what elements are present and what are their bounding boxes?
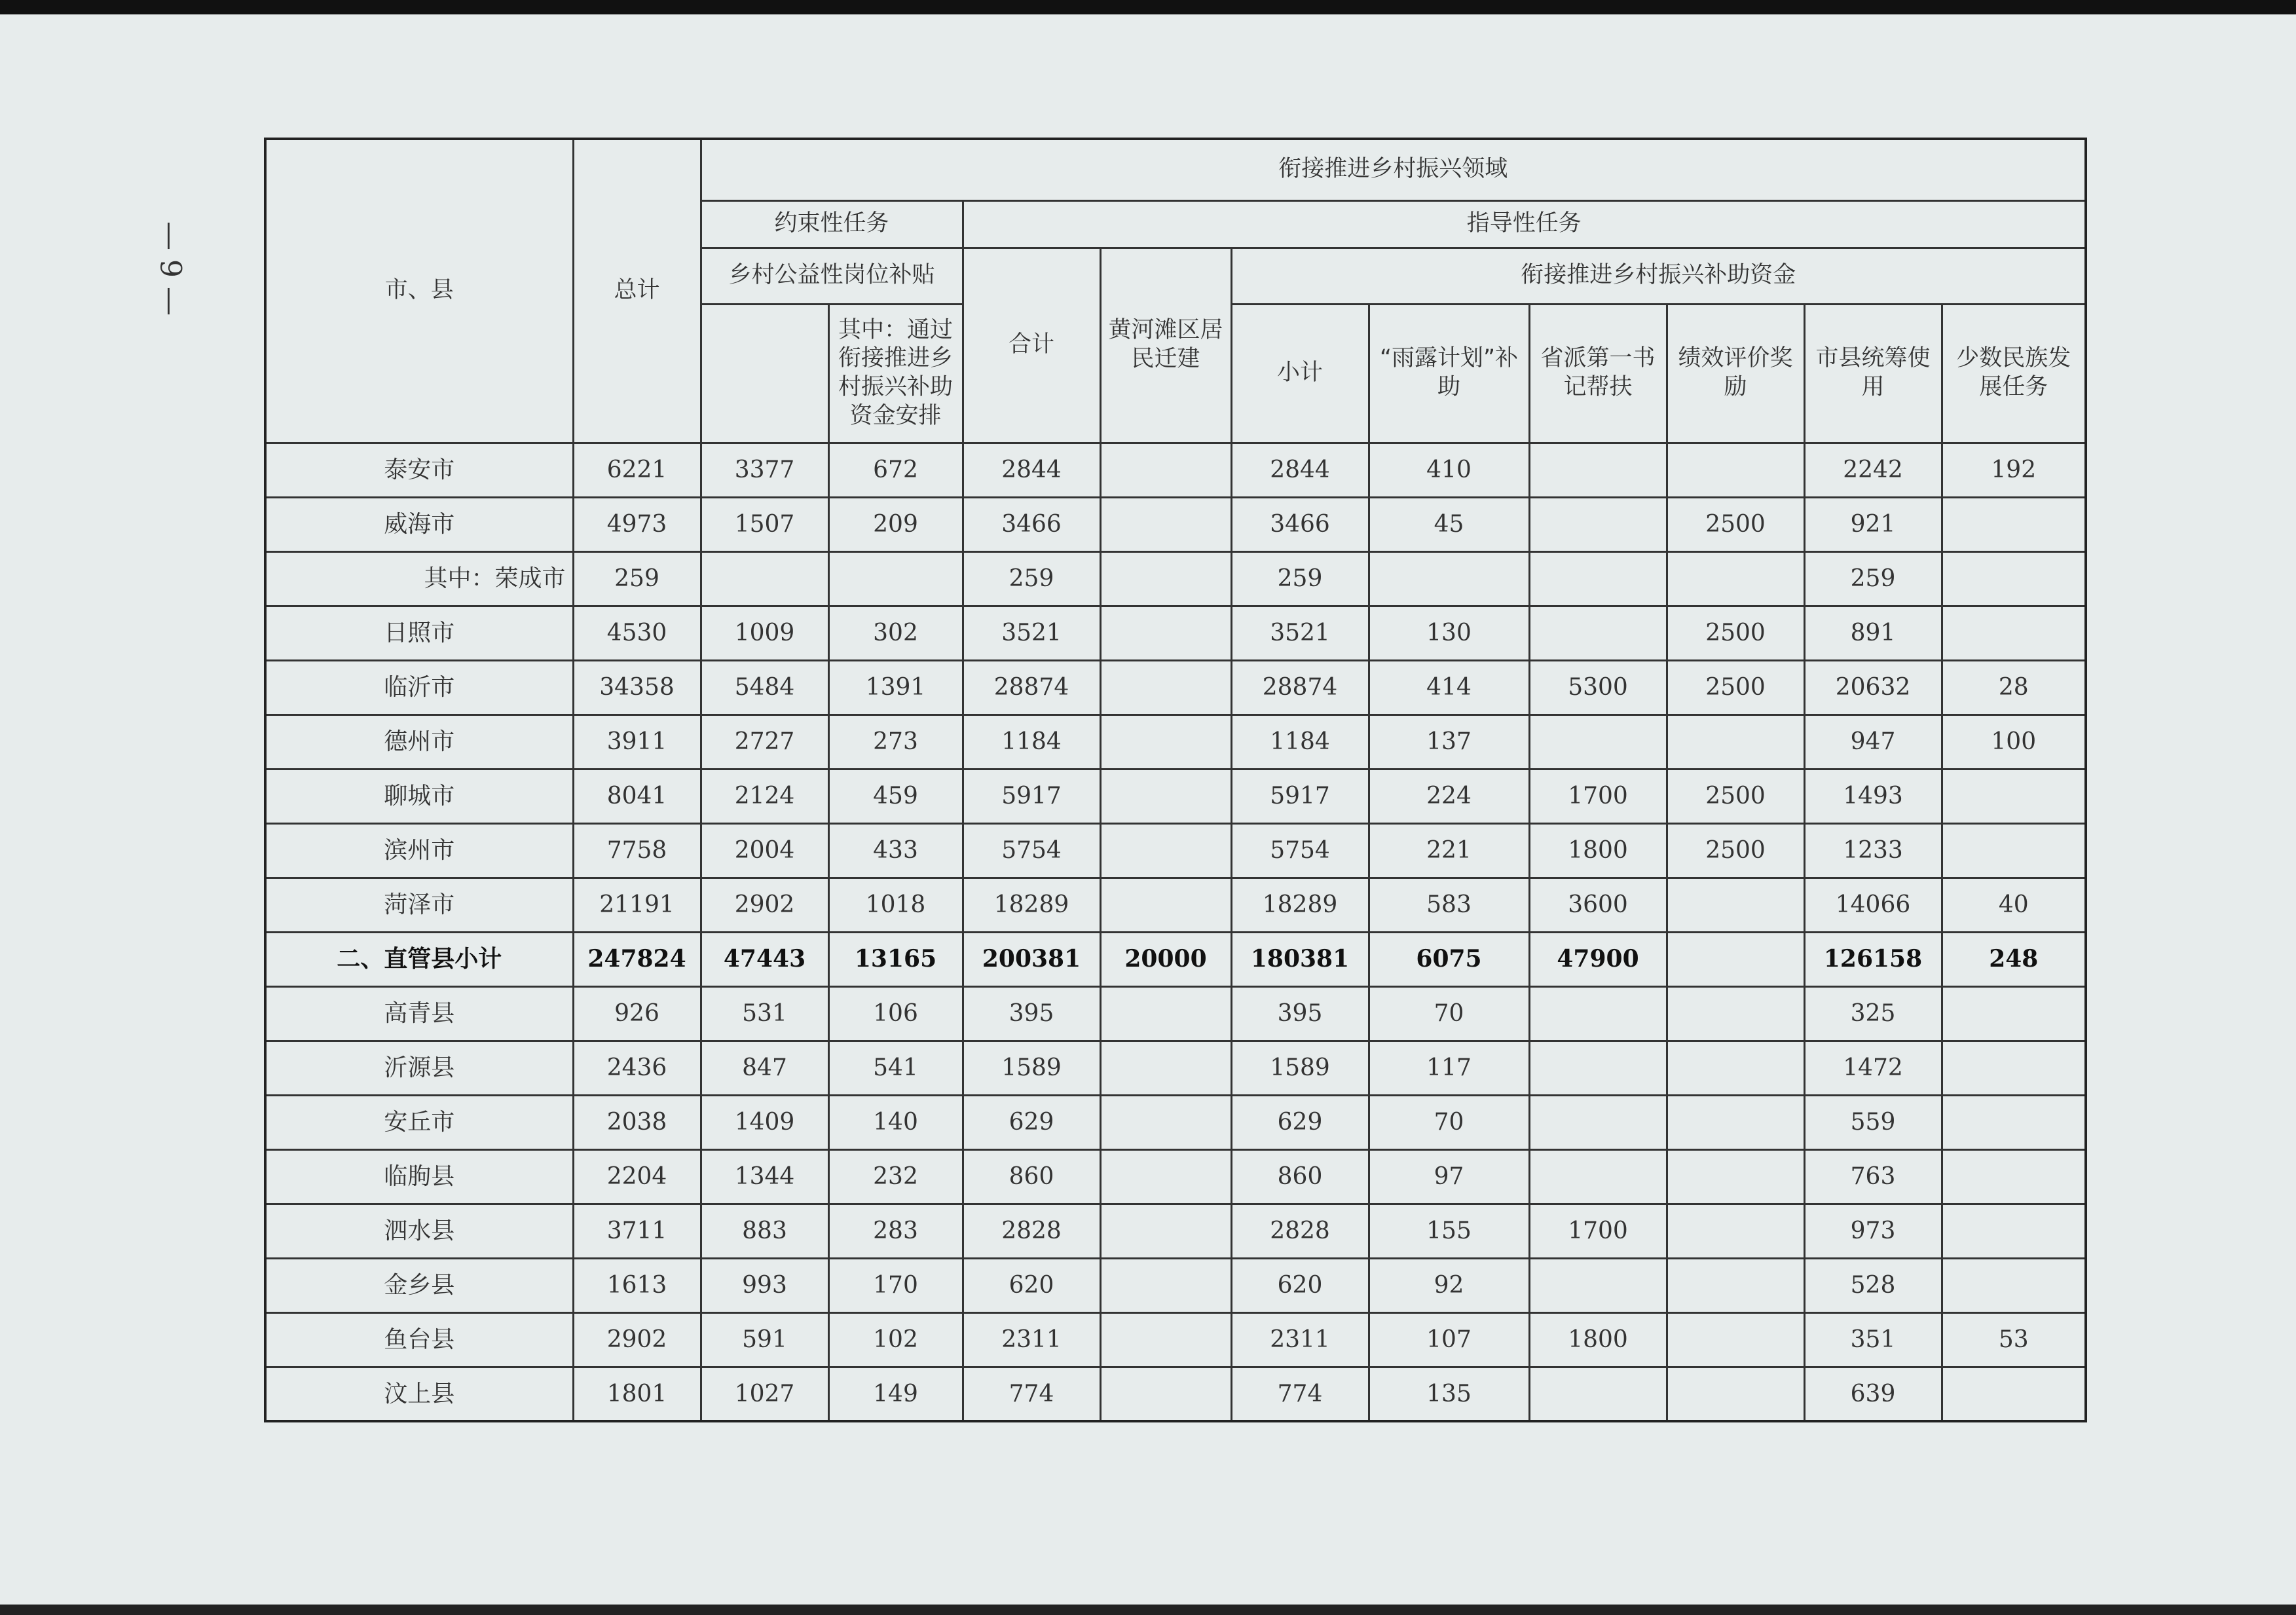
row-value: 2311 [963,1312,1100,1367]
row-value [1942,606,2086,660]
row-value [1667,1041,1804,1095]
row-value: 18289 [1231,878,1369,932]
row-value [1942,769,2086,823]
row-value: 620 [963,1258,1100,1312]
row-name: 滨州市 [265,823,573,878]
row-value: 639 [1804,1367,1942,1421]
table-row [265,551,2086,606]
header-of-which-via-fund: 其中：通过衔接推进乡村振兴补助资金安排 [828,304,963,443]
header-rural-post-subsidy: 乡村公益性岗位补贴 [701,248,963,304]
table-row [265,443,2086,497]
row-value: 1027 [701,1367,828,1421]
row-value [1529,1258,1667,1312]
row-name: 金乡县 [265,1258,573,1312]
row-value [1100,1041,1231,1095]
row-value: 259 [963,551,1100,606]
header-performance-award: 绩效评价奖励 [1667,304,1804,443]
row-value [1667,932,1804,986]
row-value [1667,1204,1804,1258]
header-domain: 衔接推进乡村振兴领域 [701,139,2086,200]
row-value: 2204 [573,1149,701,1204]
row-value: 1009 [701,606,828,660]
row-value [1100,660,1231,715]
row-value: 1409 [701,1095,828,1149]
row-name: 其中：荣成市 [265,551,573,606]
row-value: 629 [1231,1095,1369,1149]
row-value: 247824 [573,932,701,986]
row-value: 170 [828,1258,963,1312]
row-value [1942,823,2086,878]
row-value: 2500 [1667,660,1804,715]
row-value: 6221 [573,443,701,497]
row-value [1529,1041,1667,1095]
table-row [265,878,2086,932]
row-value [1100,606,1231,660]
row-value: 2828 [1231,1204,1369,1258]
row-value: 583 [1369,878,1529,932]
row-value: 2124 [701,769,828,823]
row-value: 860 [963,1149,1100,1204]
row-value: 1184 [963,715,1100,769]
row-value: 2436 [573,1041,701,1095]
row-value [1667,878,1804,932]
row-value: 1184 [1231,715,1369,769]
table-header [265,139,2086,443]
row-value: 1472 [1804,1041,1942,1095]
row-value: 53 [1942,1312,2086,1367]
row-value: 1801 [573,1367,701,1421]
row-value: 140 [828,1095,963,1149]
row-value: 1018 [828,878,963,932]
row-value: 5484 [701,660,828,715]
funding-table [264,138,2087,1422]
row-value: 2828 [963,1204,1100,1258]
row-value [1667,1095,1804,1149]
row-name: 鱼台县 [265,1312,573,1367]
row-value [1942,1149,2086,1204]
row-value: 410 [1369,443,1529,497]
row-value: 1493 [1804,769,1942,823]
row-value: 2004 [701,823,828,878]
row-value [1942,986,2086,1041]
row-value: 559 [1804,1095,1942,1149]
row-value: 2038 [573,1095,701,1149]
row-value [1529,1095,1667,1149]
table-row [265,1312,2086,1367]
row-value: 47900 [1529,932,1667,986]
header-subsidy-fund: 衔接推进乡村振兴补助资金 [1231,248,2086,304]
row-value: 40 [1942,878,2086,932]
row-value: 620 [1231,1258,1369,1312]
row-value: 180381 [1231,932,1369,986]
row-value: 847 [701,1041,828,1095]
row-value: 92 [1369,1258,1529,1312]
row-value [1100,878,1231,932]
row-value: 3600 [1529,878,1667,932]
row-value [1942,497,2086,551]
row-value: 3466 [963,497,1100,551]
scan-top-border [0,0,2296,14]
row-value [1529,606,1667,660]
row-value: 1344 [701,1149,828,1204]
row-value [1100,1095,1231,1149]
row-value: 774 [963,1367,1100,1421]
row-value [1100,443,1231,497]
row-value [1100,823,1231,878]
row-value: 70 [1369,986,1529,1041]
row-value: 325 [1804,986,1942,1041]
table-row [265,986,2086,1041]
row-value: 1700 [1529,1204,1667,1258]
table-row [265,769,2086,823]
header-post-subsidy-amount [701,304,828,443]
row-value: 45 [1369,497,1529,551]
row-value: 395 [963,986,1100,1041]
row-value: 993 [701,1258,828,1312]
row-value: 6075 [1369,932,1529,986]
row-value: 221 [1369,823,1529,878]
row-name: 高青县 [265,986,573,1041]
scan-bottom-border [0,1605,2296,1615]
row-value: 126158 [1804,932,1942,986]
row-value [1667,1149,1804,1204]
row-value: 2902 [573,1312,701,1367]
header-rain-dew-plan: “雨露计划”补助 [1369,304,1529,443]
row-value: 433 [828,823,963,878]
row-value [1529,986,1667,1041]
row-value [1942,1258,2086,1312]
page-number: — 9 — [153,221,187,316]
row-value [828,551,963,606]
row-value: 2311 [1231,1312,1369,1367]
header-yellow-river-relocation: 黄河滩区居民迁建 [1100,248,1231,443]
row-value [1942,1041,2086,1095]
row-value: 3466 [1231,497,1369,551]
row-name: 泗水县 [265,1204,573,1258]
row-value [1100,1149,1231,1204]
row-value: 273 [828,715,963,769]
row-value [1100,986,1231,1041]
row-value [701,551,828,606]
row-value: 5754 [1231,823,1369,878]
row-value [1942,1095,2086,1149]
row-value [1100,715,1231,769]
row-value: 135 [1369,1367,1529,1421]
row-value: 541 [828,1041,963,1095]
row-value: 3911 [573,715,701,769]
row-value: 2844 [1231,443,1369,497]
row-name: 汶上县 [265,1367,573,1421]
header-subtotal: 小计 [1231,304,1369,443]
row-value: 13165 [828,932,963,986]
row-value: 117 [1369,1041,1529,1095]
row-value [1100,1367,1231,1421]
row-value: 351 [1804,1312,1942,1367]
row-value: 860 [1231,1149,1369,1204]
row-value: 2242 [1804,443,1942,497]
row-value: 4530 [573,606,701,660]
row-name: 临沂市 [265,660,573,715]
row-value: 224 [1369,769,1529,823]
row-value: 137 [1369,715,1529,769]
row-value [1667,986,1804,1041]
row-value: 763 [1804,1149,1942,1204]
row-value [1529,1367,1667,1421]
row-value: 883 [701,1204,828,1258]
row-value: 1589 [1231,1041,1369,1095]
row-value: 3521 [963,606,1100,660]
row-value: 106 [828,986,963,1041]
row-value: 1800 [1529,823,1667,878]
row-value: 1613 [573,1258,701,1312]
row-value [1100,1258,1231,1312]
row-value [1100,1312,1231,1367]
row-name: 二、直管县小计 [265,932,573,986]
row-value: 921 [1804,497,1942,551]
row-value: 8041 [573,769,701,823]
row-value [1667,443,1804,497]
row-value [1667,1312,1804,1367]
row-value: 302 [828,606,963,660]
row-value: 70 [1369,1095,1529,1149]
table-row [265,1367,2086,1421]
row-value: 259 [573,551,701,606]
row-value: 149 [828,1367,963,1421]
header-first-secretary: 省派第一书记帮扶 [1529,304,1667,443]
table-row [265,1095,2086,1149]
row-name: 沂源县 [265,1041,573,1095]
row-value: 18289 [963,878,1100,932]
row-value: 14066 [1804,878,1942,932]
row-value: 5754 [963,823,1100,878]
row-value: 130 [1369,606,1529,660]
row-value: 591 [701,1312,828,1367]
row-value: 5300 [1529,660,1667,715]
row-value: 2902 [701,878,828,932]
row-value: 259 [1231,551,1369,606]
row-value: 528 [1804,1258,1942,1312]
row-value: 259 [1804,551,1942,606]
header-binding-tasks: 约束性任务 [701,200,963,248]
row-value [1369,551,1529,606]
row-value [1100,551,1231,606]
row-value: 947 [1804,715,1942,769]
row-value: 5917 [1231,769,1369,823]
row-name: 威海市 [265,497,573,551]
row-value: 2500 [1667,769,1804,823]
row-value: 248 [1942,932,2086,986]
row-name: 聊城市 [265,769,573,823]
row-value: 1589 [963,1041,1100,1095]
row-value: 28874 [1231,660,1369,715]
row-value: 3521 [1231,606,1369,660]
header-total: 总计 [573,139,701,443]
row-value: 20000 [1100,932,1231,986]
table-row-subtotal [265,932,2086,986]
row-value: 2844 [963,443,1100,497]
row-value [1667,551,1804,606]
row-value: 973 [1804,1204,1942,1258]
row-value [1100,1204,1231,1258]
row-value: 926 [573,986,701,1041]
row-value: 2727 [701,715,828,769]
row-value: 283 [828,1204,963,1258]
row-value: 4973 [573,497,701,551]
row-value [1529,551,1667,606]
row-value: 1800 [1529,1312,1667,1367]
row-value [1667,715,1804,769]
row-value: 891 [1804,606,1942,660]
row-value: 200381 [963,932,1100,986]
row-value [1100,769,1231,823]
row-value: 28874 [963,660,1100,715]
row-value [1942,1204,2086,1258]
row-value: 2500 [1667,497,1804,551]
row-value: 1391 [828,660,963,715]
row-value: 414 [1369,660,1529,715]
table-row [265,823,2086,878]
row-value: 102 [828,1312,963,1367]
row-name: 菏泽市 [265,878,573,932]
table-row [265,1149,2086,1204]
row-value: 2500 [1667,606,1804,660]
row-value: 47443 [701,932,828,986]
table-row [265,660,2086,715]
table-row [265,715,2086,769]
row-name: 德州市 [265,715,573,769]
row-value: 192 [1942,443,2086,497]
row-name: 日照市 [265,606,573,660]
row-value [1942,551,2086,606]
row-value: 3711 [573,1204,701,1258]
row-value: 232 [828,1149,963,1204]
row-value: 1233 [1804,823,1942,878]
row-name: 泰安市 [265,443,573,497]
table-row [265,1041,2086,1095]
header-guiding-tasks: 指导性任务 [963,200,2086,248]
row-value: 209 [828,497,963,551]
row-value [1100,497,1231,551]
row-value: 107 [1369,1312,1529,1367]
row-value: 2500 [1667,823,1804,878]
row-value: 1507 [701,497,828,551]
row-value: 774 [1231,1367,1369,1421]
row-value: 34358 [573,660,701,715]
row-value: 629 [963,1095,1100,1149]
row-value: 5917 [963,769,1100,823]
row-value: 3377 [701,443,828,497]
table-row [265,1258,2086,1312]
header-city-county-use: 市县统筹使用 [1804,304,1942,443]
row-value: 395 [1231,986,1369,1041]
header-minority-development: 少数民族发展任务 [1942,304,2086,443]
row-name: 临朐县 [265,1149,573,1204]
table-row [265,606,2086,660]
row-value [1667,1258,1804,1312]
row-value: 672 [828,443,963,497]
row-value [1529,715,1667,769]
header-city-county: 市、县 [265,139,573,443]
row-value: 28 [1942,660,2086,715]
row-value: 97 [1369,1149,1529,1204]
header-combined-total: 合计 [963,248,1100,443]
table-row [265,1204,2086,1258]
row-name: 安丘市 [265,1095,573,1149]
table-row [265,497,2086,551]
row-value: 100 [1942,715,2086,769]
row-value [1529,1149,1667,1204]
row-value: 7758 [573,823,701,878]
row-value [1667,1367,1804,1421]
row-value: 1700 [1529,769,1667,823]
row-value: 459 [828,769,963,823]
table-body [265,443,2086,1421]
row-value [1529,443,1667,497]
row-value: 20632 [1804,660,1942,715]
row-value [1942,1367,2086,1421]
row-value: 21191 [573,878,701,932]
row-value [1529,497,1667,551]
row-value: 531 [701,986,828,1041]
row-value: 155 [1369,1204,1529,1258]
